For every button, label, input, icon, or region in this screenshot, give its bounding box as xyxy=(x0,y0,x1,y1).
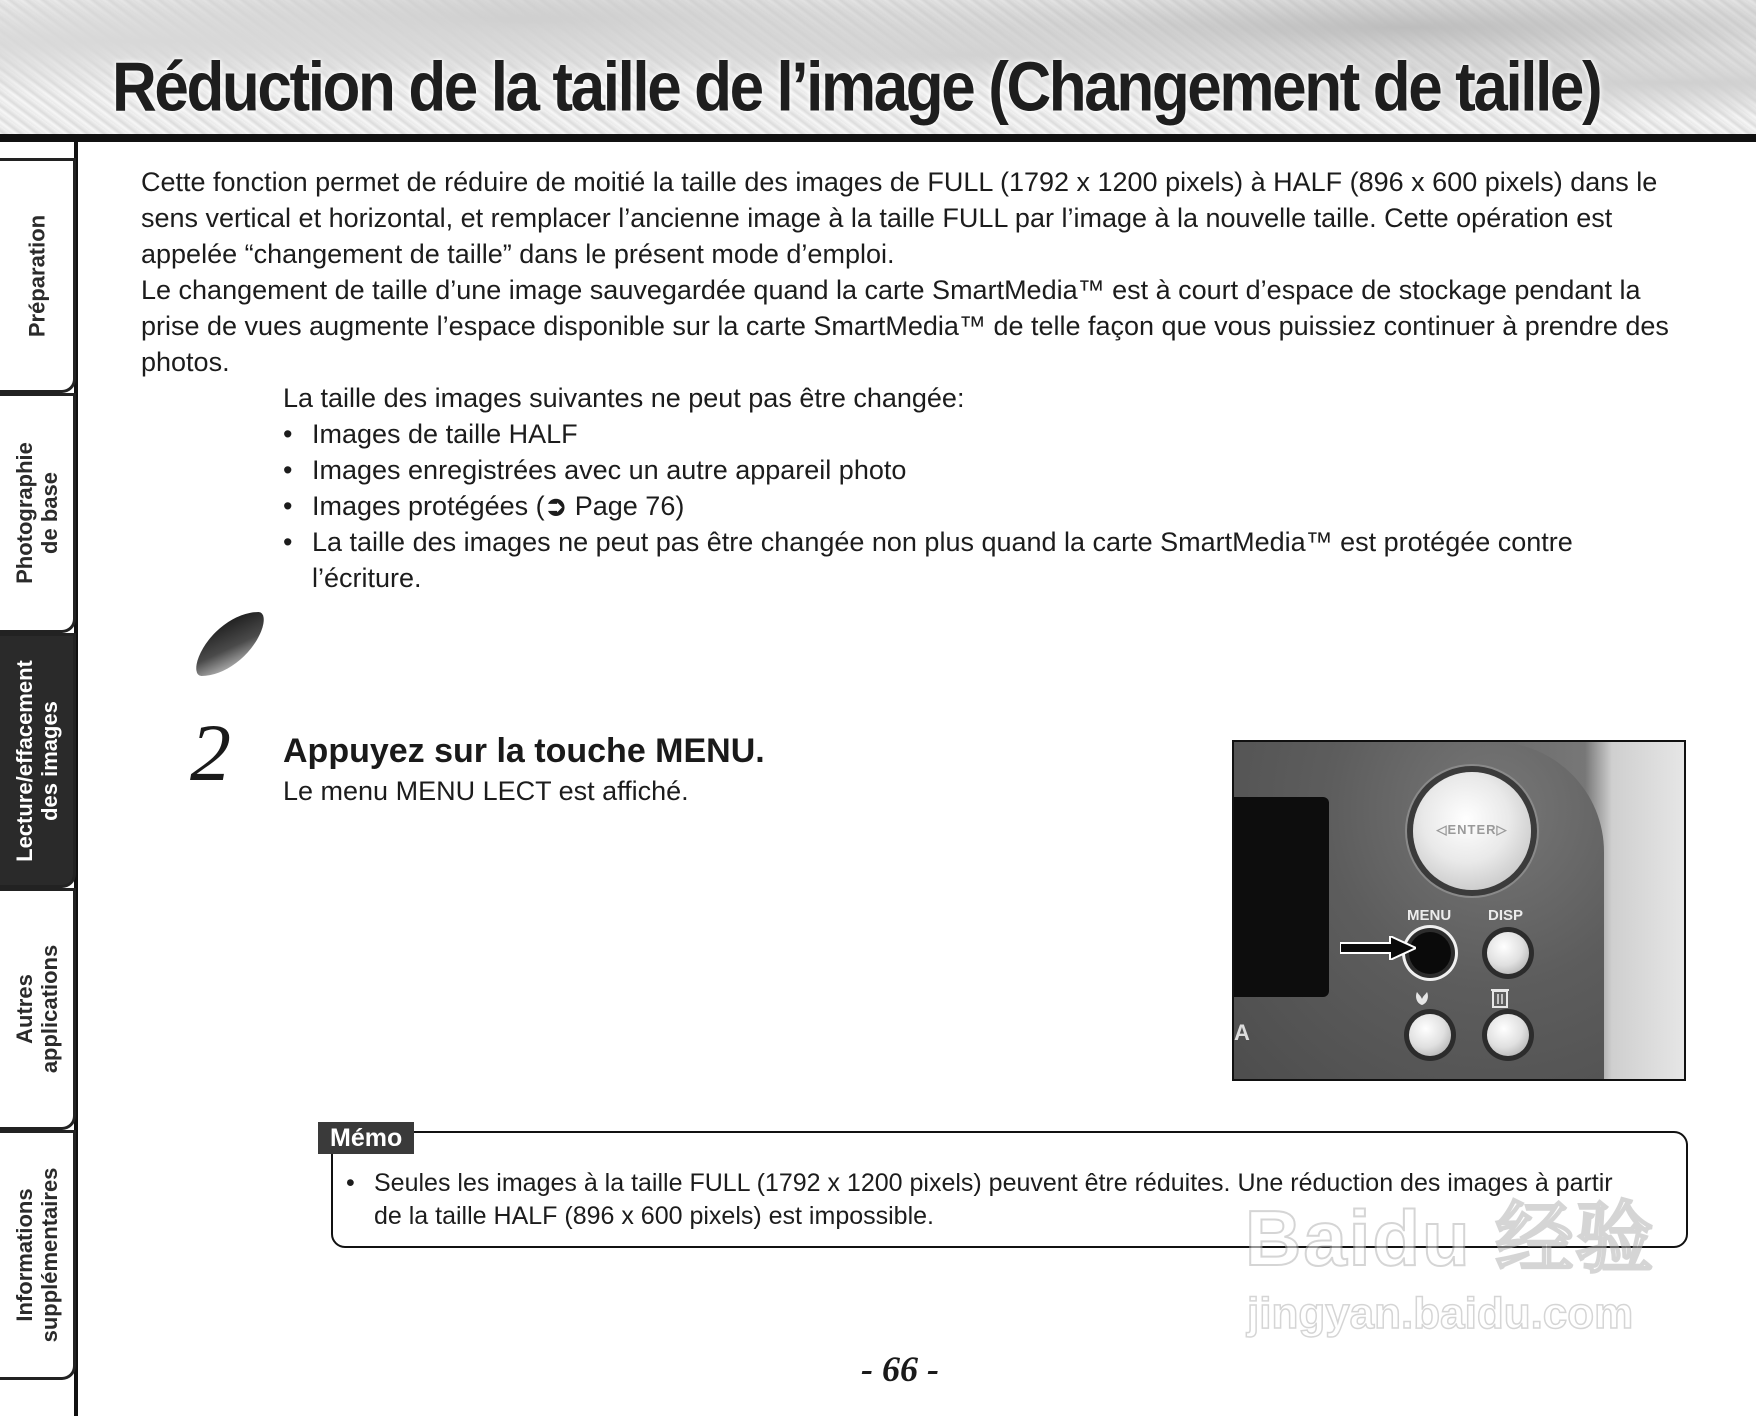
list-item: • Images de taille HALF xyxy=(283,419,578,449)
macro-button xyxy=(1409,1014,1451,1056)
header-rule xyxy=(0,134,1756,142)
intro-paragraph-2: Le changement de taille d’une image sauvegardée quand la carte SmartMedia™ est à court d’espace de stockage pendant la prise de vues augmente l’espace disponible sur la carte SmartMedia™ de telle façon que vous puissiez continuer à prendre des photos. xyxy=(141,275,1669,377)
page-number: - 66 - xyxy=(861,1349,939,1389)
decorative-brush-icon xyxy=(191,612,269,676)
list-item: • Images enregistrées avec un autre appareil photo xyxy=(283,455,907,485)
tab-preparation[interactable] xyxy=(0,158,76,393)
macro-icon xyxy=(1411,987,1433,1009)
tab-autres-applications[interactable] xyxy=(0,888,76,1130)
tab-label: Autres applications xyxy=(11,944,62,1074)
intro-text xyxy=(141,164,1701,380)
tab-label: Informations supplémentaires xyxy=(11,1167,62,1343)
pointer-arrow-icon xyxy=(1340,936,1416,960)
page-reference-link[interactable]: Page 76) xyxy=(567,491,685,521)
menu-button-label: MENU xyxy=(1407,907,1452,924)
camera-lcd-screen xyxy=(1234,797,1329,997)
restrictions-intro: La taille des images suivantes ne peut pas être changée: xyxy=(283,383,965,413)
list-item: • Seules les images à la taille FULL (1792 x 1200 pixels) peuvent être réduites. Une réduction des images à partir de la taille HALF (896 x 600 pixels) est impossible. xyxy=(346,1169,1613,1230)
camera-logo-fragment: A xyxy=(1234,1020,1250,1045)
enter-dial-label: ◁ENTER▷ xyxy=(1436,822,1508,837)
list-item: • La taille des images ne peut pas être changée non plus quand la carte SmartMedia™ est protégée contre l’écriture. xyxy=(283,527,1573,593)
tab-label: Lecture/effacement des images xyxy=(11,659,62,862)
memo-label: Mémo xyxy=(318,1122,414,1154)
tab-photographie-de-base[interactable] xyxy=(0,393,76,633)
page-reference-arrow-icon: ➲ xyxy=(544,491,568,521)
trash-icon xyxy=(1489,985,1511,1009)
watermark-url: jingyan.baidu.com xyxy=(1247,1289,1634,1338)
restrictions-list xyxy=(283,416,1683,596)
disp-button-label: DISP xyxy=(1488,907,1524,924)
restrictions-block xyxy=(283,380,1683,596)
watermark-main: Baidu 经验 xyxy=(1245,1194,1656,1282)
intro-paragraph-1: Cette fonction permet de réduire de moitié la taille des images de FULL (1792 x 1200 pixels) à HALF (896 x 600 pixels) dans le sens vertical et horizontal, et remplacer l’ancienne image à la taille FULL par l’image à la nouvelle taille. Cette opération est appelée “changement de taille” dans le présent mode d’emploi. xyxy=(141,167,1658,269)
tab-informations-supplementaires[interactable] xyxy=(0,1130,76,1380)
tab-label: Préparation xyxy=(24,214,49,337)
tab-label: Photographie de base xyxy=(11,442,62,584)
enter-dial xyxy=(1413,772,1531,890)
disp-button xyxy=(1487,932,1529,974)
step-title: Appuyez sur la touche MENU. xyxy=(283,732,765,770)
list-item: • Images protégées (➲ Page 76) xyxy=(283,491,685,521)
baidu-watermark xyxy=(1245,1194,1665,1348)
tab-lecture-effacement[interactable] xyxy=(0,633,76,888)
step-description: Le menu MENU LECT est affiché. xyxy=(283,776,689,806)
step-number: 2 xyxy=(190,707,231,798)
page-title: Réduction de la taille de l’image (Changement de taille) xyxy=(112,49,1601,127)
camera-illustration xyxy=(1232,740,1686,1081)
delete-button xyxy=(1487,1014,1529,1056)
